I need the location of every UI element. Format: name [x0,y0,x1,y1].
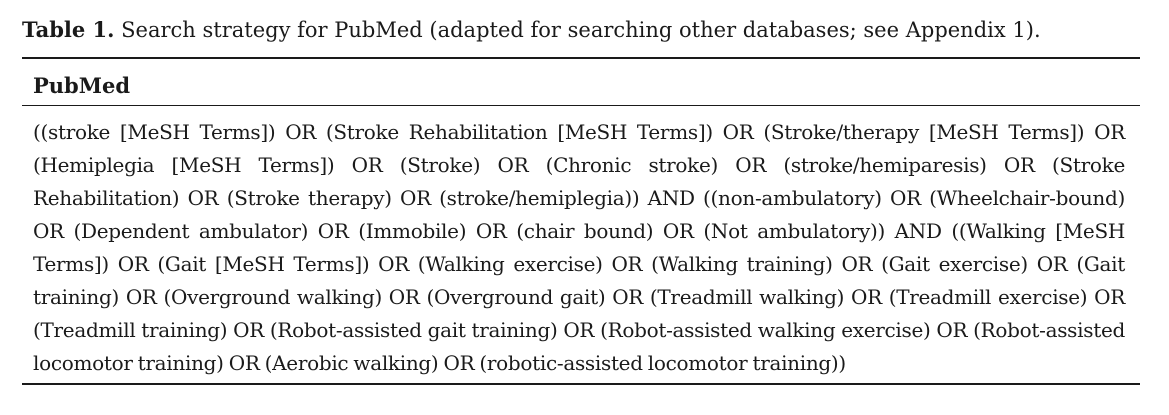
table-header-rule [22,105,1140,106]
table-column-header: PubMed [33,73,131,98]
table-top-rule [22,57,1140,59]
table-caption-label: Table 1. [22,17,115,42]
search-strategy-text: ((stroke [MeSH Terms]) OR (Stroke Rehabilitation [MeSH Terms]) OR (Stroke/therapy [MeSH Terms]) OR (Hemiplegia [MeSH Terms]) OR (Stroke) OR (Chronic stroke) OR (stroke/hemiparesis) OR (Stroke Rehabilitation) OR (Stroke therapy) OR (stroke/hemiplegia)) AND ((non-ambulatory) OR (Wheelchair-bound) OR (Dependent ambulator) OR (Immobile) OR (chair bound) OR (Not ambulatory)) AND ((Walking [MeSH Terms]) OR (Gait [MeSH Terms]) OR (Walking exercise) OR (Walking training) OR (Gait exercise) OR (Gait training) OR (Overground walking) OR (Overground gait) OR (Treadmill walking) OR (Treadmill exercise) OR (Treadmill training) OR (Robot-assisted gait training) OR (Robot-assisted walking exercise) OR (Robot-assisted locomotor training) OR (Aerobic walking) OR (robotic-assisted locomotor training)) [33,120,1125,375]
table-bottom-rule [22,383,1140,385]
table-caption-text: Search strategy for PubMed (adapted for searching other databases; see Appendix 1). [114,18,1041,42]
table-caption [22,16,1152,44]
